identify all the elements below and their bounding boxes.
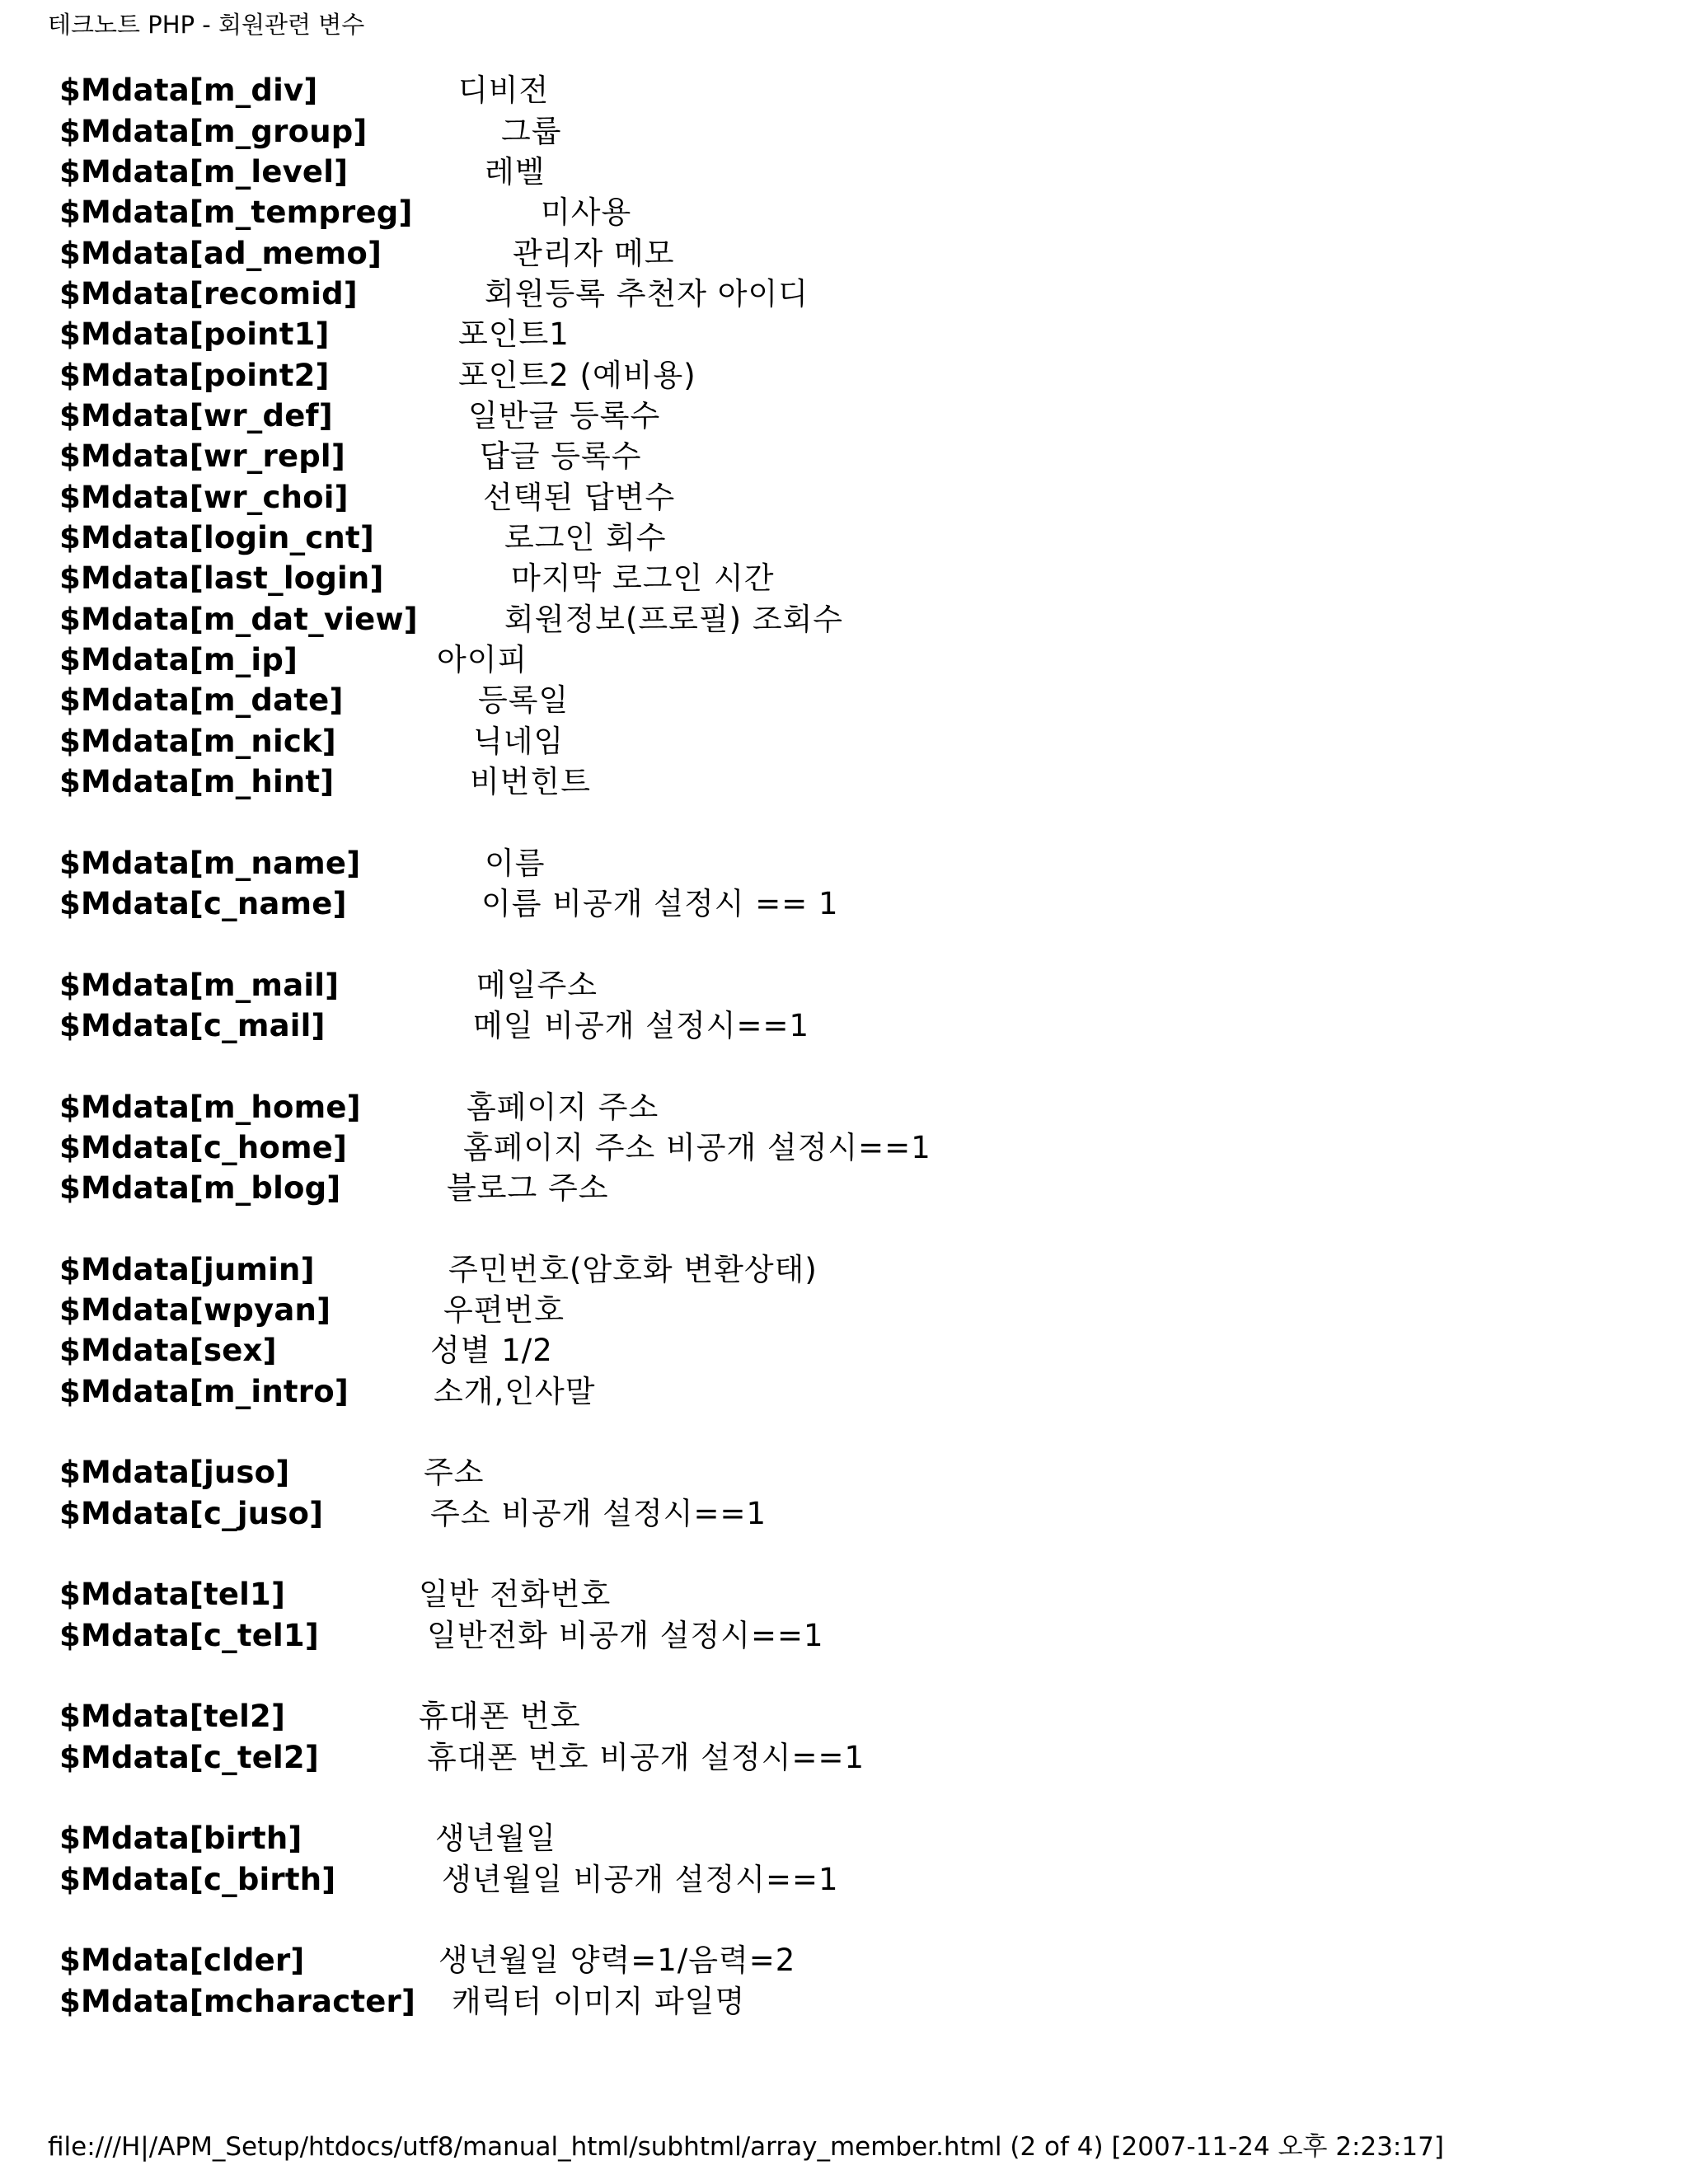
variable-name: $Mdata[point1] [59, 316, 330, 352]
variable-description: 일반전화 비공개 설정시==1 [427, 1618, 824, 1653]
page-header: 테크노트 PHP - 회원관련 변수 [48, 11, 365, 39]
variable-description: 메일주소 [476, 968, 598, 1003]
variable-description: 등록일 [478, 682, 570, 718]
variable-row [0, 965, 1688, 1006]
variable-row [0, 192, 1688, 233]
variable-row [0, 314, 1688, 355]
variable-description: 비번힌트 [470, 764, 591, 799]
variable-row [0, 1087, 1688, 1128]
variable-row [0, 1696, 1688, 1737]
variable-row [0, 883, 1688, 925]
variable-row [0, 396, 1688, 437]
variable-description: 회원등록 추천자 아이디 [485, 276, 809, 312]
variable-row [0, 680, 1688, 721]
page-footer: file:///H|/APM_Setup/htdocs/utf8/manual_html/subhtml/array_member.html (2 of 4) [2007-11-24 오후 2:23:17] [48, 2132, 1444, 2162]
variable-row [0, 233, 1688, 274]
variable-row [0, 70, 1688, 111]
variable-row [0, 1127, 1688, 1169]
variable-name: $Mdata[wr_def] [59, 398, 333, 434]
variable-description: 생년월일 양력=1/음력=2 [438, 1943, 796, 1978]
variable-description: 이름 [485, 846, 546, 881]
variable-row [0, 1940, 1688, 1981]
variable-row [0, 1493, 1688, 1535]
variable-description: 로그인 회수 [504, 520, 667, 555]
variable-name: $Mdata[m_nick] [59, 724, 336, 759]
variable-description: 마지막 로그인 시간 [511, 560, 775, 596]
variable-description: 포인트1 [458, 316, 570, 352]
variable-row [0, 558, 1688, 599]
variable-row [0, 599, 1688, 640]
variable-name: $Mdata[c_birth] [59, 1862, 336, 1897]
variable-description: 일반 전화번호 [419, 1577, 612, 1612]
variable-row [0, 1737, 1688, 1779]
variable-description: 미사용 [541, 194, 632, 230]
variable-row [0, 1574, 1688, 1615]
variable-row [0, 1005, 1688, 1047]
variable-row [0, 518, 1688, 559]
variable-description: 포인트2 (예비용) [458, 358, 696, 393]
variable-name: $Mdata[juso] [59, 1455, 290, 1490]
variable-row [0, 1981, 1688, 2022]
variable-description: 회원정보(프로필) 조회수 [504, 602, 844, 637]
variable-name: $Mdata[point2] [59, 358, 330, 393]
variable-name: $Mdata[m_ip] [59, 642, 298, 677]
variable-description: 휴대폰 번호 비공개 설정시==1 [427, 1740, 865, 1775]
variable-row [0, 1290, 1688, 1331]
variable-description: 생년월일 [435, 1821, 556, 1856]
variable-name: $Mdata[m_div] [59, 73, 318, 108]
variable-row [0, 1615, 1688, 1657]
variable-row [0, 1452, 1688, 1493]
variable-description: 홈페이지 주소 비공개 설정시==1 [463, 1130, 931, 1165]
variable-name: $Mdata[birth] [59, 1821, 302, 1856]
variable-row [0, 274, 1688, 315]
variable-name: $Mdata[m_dat_view] [59, 602, 418, 637]
variable-name: $Mdata[wr_choi] [59, 480, 349, 515]
variable-name: $Mdata[wpyan] [59, 1292, 331, 1328]
variable-name: $Mdata[c_name] [59, 886, 347, 921]
variable-description: 홈페이지 주소 [467, 1090, 659, 1125]
variable-row [0, 762, 1688, 803]
variable-name: $Mdata[c_tel2] [59, 1740, 319, 1775]
variable-description: 이름 비공개 설정시 == 1 [481, 886, 839, 921]
variable-name: $Mdata[m_level] [59, 154, 349, 190]
variable-name: $Mdata[m_hint] [59, 764, 335, 799]
variable-description: 우편번호 [443, 1292, 565, 1328]
variable-description: 성별 1/2 [430, 1333, 553, 1368]
variable-name: $Mdata[sex] [59, 1333, 277, 1368]
variable-row [0, 721, 1688, 762]
variable-name: $Mdata[m_mail] [59, 968, 340, 1003]
variable-row [0, 436, 1688, 477]
variable-name: $Mdata[tel2] [59, 1699, 286, 1734]
variable-description: 주소 비공개 설정시==1 [430, 1496, 767, 1531]
variable-name: $Mdata[mcharacter] [59, 1984, 416, 2019]
variable-name: $Mdata[login_cnt] [59, 520, 374, 555]
variable-row [0, 152, 1688, 193]
variable-description: 메일 비공개 설정시==1 [473, 1008, 810, 1043]
variable-name: $Mdata[last_login] [59, 560, 384, 596]
variable-row [0, 1818, 1688, 1859]
variable-description: 관리자 메모 [513, 236, 675, 271]
variable-description: 생년월일 비공개 설정시==1 [442, 1862, 839, 1897]
variable-name: $Mdata[m_tempreg] [59, 194, 413, 230]
variable-row [0, 1859, 1688, 1900]
variable-description: 선택된 답변수 [483, 480, 676, 515]
variable-name: $Mdata[recomid] [59, 276, 358, 312]
variable-description: 소개,인사말 [434, 1374, 596, 1409]
variable-name: $Mdata[ad_memo] [59, 236, 382, 271]
variable-row [0, 1371, 1688, 1413]
variable-description: 휴대폰 번호 [419, 1699, 581, 1734]
variable-name: $Mdata[m_blog] [59, 1170, 341, 1206]
variable-row [0, 1330, 1688, 1371]
variable-row [0, 111, 1688, 152]
variable-name: $Mdata[m_intro] [59, 1374, 349, 1409]
variable-name: $Mdata[wr_repl] [59, 438, 345, 474]
variable-description: 주소 [424, 1455, 485, 1490]
variable-description: 답글 등록수 [480, 438, 642, 474]
variable-name: $Mdata[c_mail] [59, 1008, 326, 1043]
variable-description: 캐릭터 이미지 파일명 [452, 1984, 746, 2019]
variable-row [0, 640, 1688, 681]
variable-name: $Mdata[tel1] [59, 1577, 286, 1612]
variable-description: 일반글 등록수 [468, 398, 661, 434]
variable-description: 디비전 [458, 73, 550, 108]
variable-description: 레벨 [485, 154, 546, 190]
variable-name: $Mdata[c_juso] [59, 1496, 324, 1531]
variable-name: $Mdata[m_date] [59, 682, 344, 718]
variable-description: 닉네임 [473, 724, 565, 759]
variable-name: $Mdata[m_name] [59, 846, 361, 881]
variable-name: $Mdata[m_group] [59, 114, 368, 149]
variable-row [0, 1249, 1688, 1291]
variable-row [0, 477, 1688, 518]
variable-name: $Mdata[c_home] [59, 1130, 348, 1165]
variable-name: $Mdata[clder] [59, 1943, 305, 1978]
variable-description: 아이피 [437, 642, 528, 677]
variable-name: $Mdata[c_tel1] [59, 1618, 319, 1653]
variable-description: 주민번호(암호화 변환상태) [448, 1252, 818, 1287]
variable-name: $Mdata[jumin] [59, 1252, 315, 1287]
variable-row [0, 1168, 1688, 1209]
variable-name: $Mdata[m_home] [59, 1090, 361, 1125]
variable-description: 그룹 [501, 114, 562, 149]
variable-row [0, 843, 1688, 884]
variable-description: 블로그 주소 [447, 1170, 609, 1206]
variable-row [0, 355, 1688, 396]
